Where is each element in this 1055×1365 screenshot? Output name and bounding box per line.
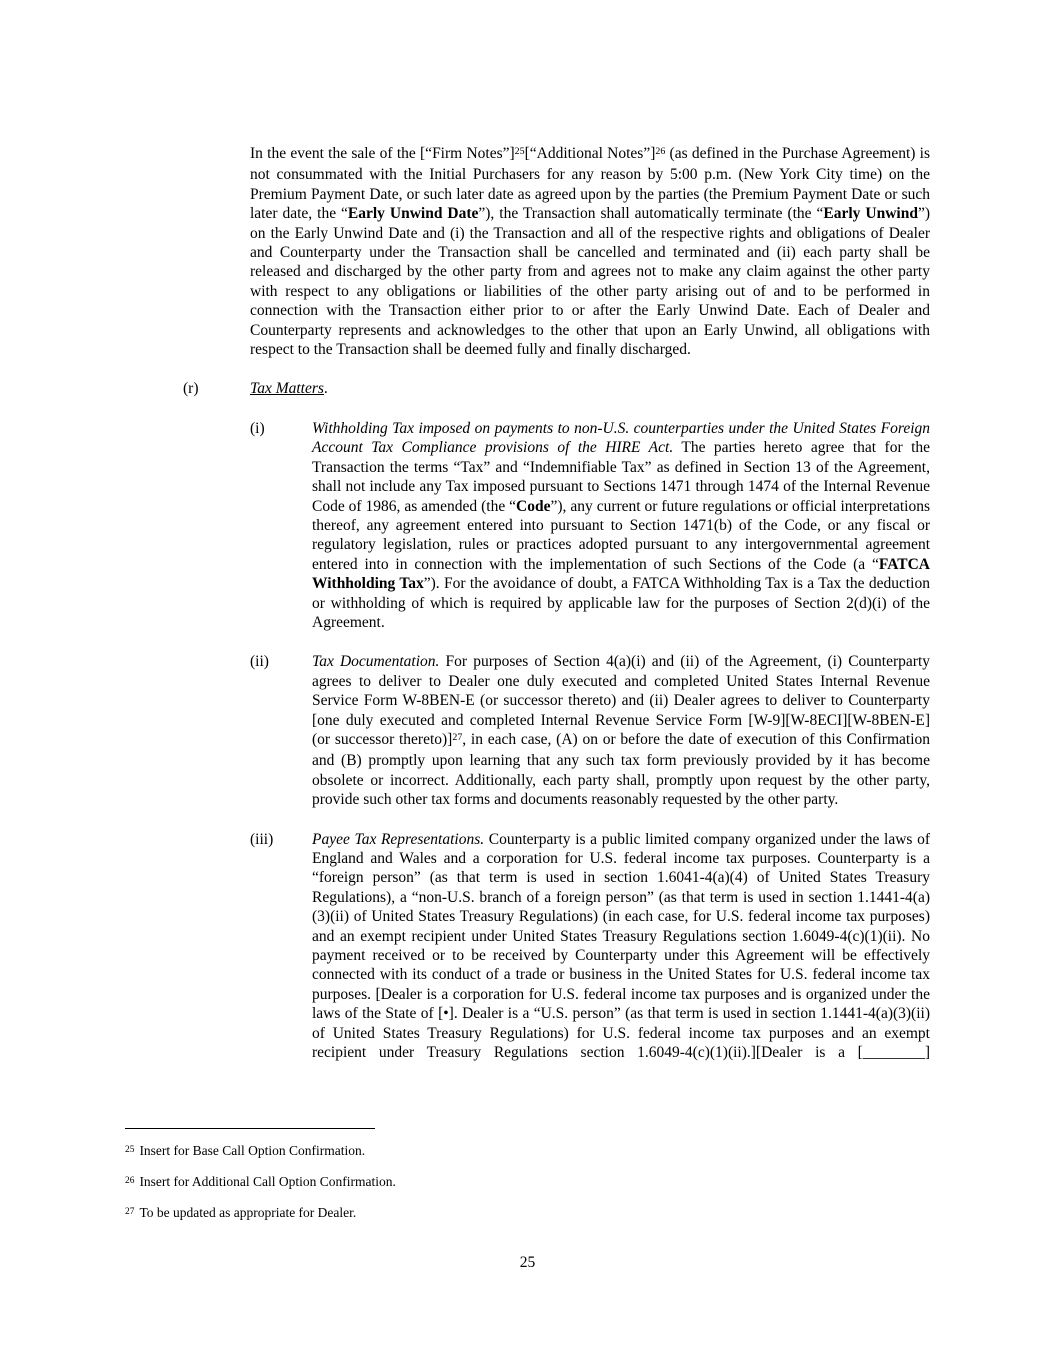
list-item-i — [250, 419, 930, 632]
text-run: Code — [516, 497, 551, 515]
footnote-number: 26 — [125, 1175, 135, 1186]
section-title: Tax Matters — [250, 380, 324, 398]
text-run: Payee Tax Representations. — [312, 830, 485, 848]
list-item-iii — [250, 830, 930, 1063]
text-run: 26 — [655, 145, 666, 157]
text-run: ”). For the avoidance of doubt, a FATCA Withholding Tax is a Tax the deduction or withholding of which is required by applicable law for the purposes of Section 2(d)(i) of the Agreement. — [312, 575, 930, 631]
section-label: (r) — [183, 380, 199, 398]
text-run: Early Unwind Date — [347, 205, 479, 223]
text-run: , in each case, (A) on or before the date of execution of this Confirmation and (B) promptly upon learning that any such tax form previously provided by it has become obsolete or incorrect. Additionally, each party shall, promptly upon request by the other party, provide such other tax forms and documents reasonably requested by the other party. — [312, 730, 931, 809]
text-run: The parties hereto agree that for the Transaction the terms “Tax” and “Indemnifiable Tax” as defined in Section 13 of the Agreement, shall not include any Tax imposed pursuant to Sections 1471 through 1474 of the Internal Revenue Code of 1986, as amended (the “ — [312, 439, 930, 515]
footnote-number: 25 — [125, 1144, 135, 1155]
footnote — [125, 1143, 930, 1161]
intro-paragraph — [250, 144, 930, 359]
footnote-number: 27 — [125, 1206, 135, 1217]
text-run: (as defined in the Purchase Agreement) is not consummated with the Initial Purchasers for any reason by 5:00 p.m. (New York City time) on the Premium Payment Date, or such later date as agreed upon by the parties (the Premium Payment Date or such later date, the “ — [250, 145, 931, 223]
item-text — [312, 830, 930, 1063]
section-tax-matters — [183, 379, 930, 398]
text-run: ”) on the Early Unwind Date and (i) the Transaction and all of the respective rights and obligations of Dealer and Counterparty under the Transaction shall be cancelled and terminated and (ii) each party shall be released and discharged by the other party from and agrees not to make any claim against the other party with respect to any obligations or liabilities of the other party arising out of and to be performed in connection with the Transaction either prior to or after the Early Unwind Date. Each of Dealer and Counterparty represents and acknowledges to the other that upon an Early Unwind, all obligations with respect to the Transaction shall be deemed fully and finally discharged. — [250, 205, 930, 359]
footnote — [125, 1205, 930, 1223]
document-body — [125, 144, 930, 1062]
text-run: Early Unwind — [823, 205, 918, 223]
text-run: ”), any current or future regulations or official interpretations thereof, any agreement entered into pursuant to Section 1471(b) of the Code, or any fiscal or regulatory legislation, rules or practices adopted pursuant to any intergovernmental agreement entered into in connection with the implementation of such Sections of the Code (a “ — [312, 497, 930, 573]
item-text — [312, 652, 930, 809]
text-run: Tax Documentation. — [312, 653, 440, 671]
footnotes-section — [125, 1128, 930, 1236]
item-label: (iii) — [250, 830, 274, 848]
text-run: FATCA Withholding Tax — [312, 555, 930, 593]
footnote-text: To be updated as appropriate for Dealer. — [139, 1205, 357, 1220]
text-run: In the event the sale of the [“Firm Notes”] — [250, 145, 515, 162]
text-run: 27 — [452, 731, 463, 743]
text-run: ”), the Transaction shall automatically terminate (the “ — [478, 205, 824, 223]
item-text — [312, 419, 930, 632]
section-title-period: . — [323, 380, 328, 398]
page-number: 25 — [519, 1254, 536, 1271]
item-label: (i) — [250, 419, 265, 437]
text-run: For purposes of Section 4(a)(i) and (ii) of the Agreement, (i) Counterparty agrees to deliver to Dealer one duly executed and completed United States Internal Revenue Service Form W-8BEN-E (or successor thereto) and (ii) Dealer agrees to deliver to Counterparty [one duly executed and completed Internal Revenue Service Form [W-9][W-8ECI][W-8BEN-E] (or successor thereto)] — [312, 653, 930, 748]
text-run: [“Additional Notes”] — [524, 145, 656, 162]
footnote-divider — [125, 1128, 375, 1129]
text-run: 25 — [514, 145, 525, 157]
item-label: (ii) — [250, 653, 269, 671]
footnote-text: Insert for Additional Call Option Confirmation. — [139, 1174, 396, 1189]
list-item-ii — [250, 652, 930, 809]
footnote — [125, 1174, 930, 1192]
footnote-text: Insert for Base Call Option Confirmation. — [139, 1143, 366, 1158]
section-heading — [250, 379, 328, 398]
text-run: Counterparty is a public limited company organized under the laws of England and Wales and a corporation for U.S. federal income tax purposes. Counterparty is a “foreign person” (as that term is used in section 1.6041-4(a)(4) of United States Treasury Regulations), a “non-U.S. branch of a foreign person” (as that term is used in section 1.1441-4(a)(3)(ii) of United States Treasury Regulations) (in each case, for U.S. federal income tax purposes) and an exempt recipient under United States Treasury Regulations section 1.6049-4(c)(1)(ii). No payment received or to be received by Counterparty under this Agreement will be effectively connected with its conduct of a trade or business in the United States for U.S. federal income tax purposes. [Dealer is a corporation for U.S. federal income tax purposes and is organized under the laws of the State of [•]. Dealer is a “U.S. person” (as that term is used in section 1.1441-4(a)(3)(ii) of United States Treasury Regulations) for U.S. federal income tax purposes and an exempt recipient under Treasury Regulations section 1.6049-4(c)(1)(ii).][Dealer is a [________] — [312, 830, 930, 1062]
text-run: Withholding Tax imposed on payments to non-U.S. counterparties under the United States Foreign Account Tax Compliance provisions of the HIRE Act. — [312, 419, 930, 457]
